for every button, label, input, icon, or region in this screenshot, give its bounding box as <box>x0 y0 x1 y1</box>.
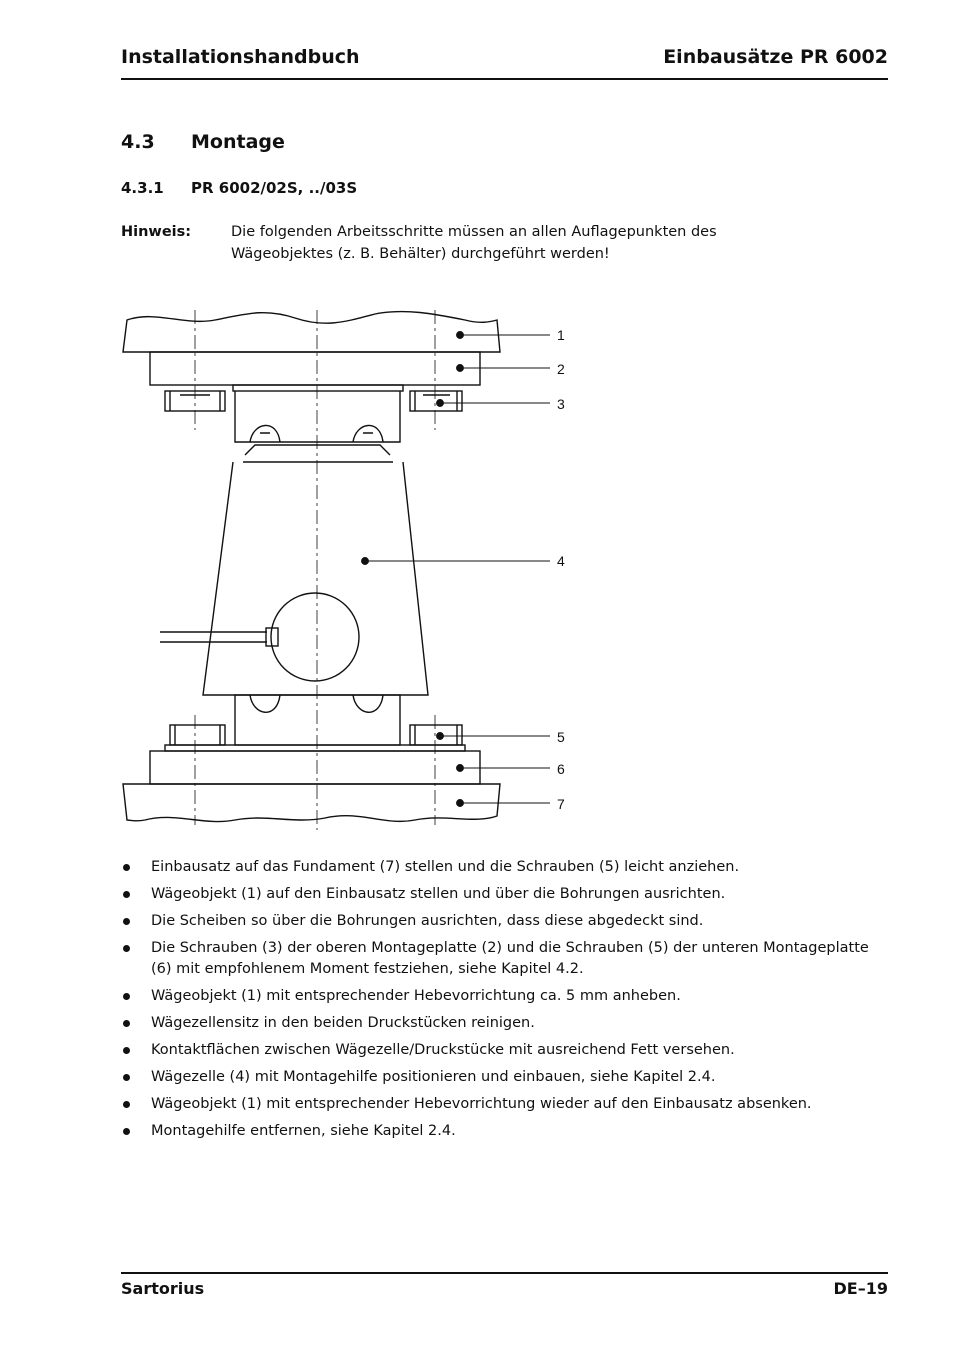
list-item <box>121 1013 888 1034</box>
step-text: Wägezellensitz in den beiden Druckstücken reinigen. <box>151 1015 535 1031</box>
foundation-part <box>123 784 500 822</box>
section-title: Montage <box>191 131 285 153</box>
step-text: Wägeobjekt (1) mit entsprechender Hebevorrichtung ca. 5 mm anheben. <box>151 988 681 1004</box>
upper-right-bolt-part <box>410 391 462 411</box>
step-text: Montagehilfe entfernen, siehe Kapitel 2.4. <box>151 1123 456 1139</box>
page-footer <box>121 1272 888 1298</box>
mounting-kit-drawing <box>115 300 585 835</box>
lower-right-bolt-part <box>410 725 462 745</box>
list-item <box>121 986 888 1007</box>
installation-steps-list <box>121 857 888 1148</box>
mounting-kit-figure <box>115 300 585 835</box>
step-text: Kontaktflächen zwischen Wägezelle/Druckstücke mit ausreichend Fett versehen. <box>151 1042 735 1058</box>
upper-plate-part <box>150 352 480 385</box>
callout-label-6: 6 <box>557 761 565 777</box>
lower-left-bolt-part <box>170 725 225 745</box>
step-text: Die Schrauben (3) der oberen Montageplatte (2) und die Schrauben (5) der unteren Montageplatte (6) mit empfohlenem Moment festziehen, siehe Kapitel 4.2. <box>151 940 869 977</box>
callout-label-2: 2 <box>557 361 565 377</box>
bullet-icon <box>123 891 130 898</box>
bullet-icon <box>123 945 130 952</box>
note-label: Hinweis: <box>121 224 192 240</box>
list-item <box>121 857 888 878</box>
cable-gland-part <box>271 593 359 681</box>
list-item <box>121 1040 888 1061</box>
callout-label-4: 4 <box>557 553 565 569</box>
load-cell-part <box>203 462 428 695</box>
callout-label-5: 5 <box>557 729 565 745</box>
list-item <box>121 938 888 980</box>
step-text: Die Scheiben so über die Bohrungen ausrichten, dass diese abgedeckt sind. <box>151 913 704 929</box>
bullet-icon <box>123 1128 130 1135</box>
lower-plate-part <box>150 751 480 784</box>
bullet-icon <box>123 1047 130 1054</box>
list-item <box>121 884 888 905</box>
subsection-heading <box>121 179 357 197</box>
step-text: Wägeobjekt (1) mit entsprechender Hebevorrichtung wieder auf den Einbausatz absenken. <box>151 1096 812 1112</box>
step-text: Wägeobjekt (1) auf den Einbausatz stellen und über die Bohrungen ausrichten. <box>151 886 726 902</box>
section-number: 4.3 <box>121 131 155 153</box>
list-item <box>121 1121 888 1142</box>
callout-label-1: 1 <box>557 327 565 343</box>
vessel-part <box>123 312 500 352</box>
step-text: Einbausatz auf das Fundament (7) stellen und die Schrauben (5) leicht anziehen. <box>151 859 740 875</box>
subsection-title: PR 6002/02S, ../03S <box>191 179 358 197</box>
header-title-left: Installationshandbuch <box>121 46 360 68</box>
bullet-icon <box>123 1101 130 1108</box>
section-heading <box>121 131 285 153</box>
page-header <box>121 46 888 80</box>
header-title-right: Einbausätze PR 6002 <box>663 46 888 68</box>
bullet-icon <box>123 993 130 1000</box>
footer-company: Sartorius <box>121 1279 205 1298</box>
callout-label-3: 3 <box>557 396 565 412</box>
bullet-icon <box>123 1074 130 1081</box>
bullet-icon <box>123 918 130 925</box>
list-item <box>121 911 888 932</box>
callout-label-7: 7 <box>557 796 565 812</box>
list-item <box>121 1094 888 1115</box>
note-text: Die folgenden Arbeitsschritte müssen an allen Auflagepunkten des Wägeobjektes (z. B. Behälter) durchgeführt werden! <box>231 224 717 262</box>
page-number: DE–19 <box>833 1279 888 1298</box>
note-block <box>121 221 888 265</box>
subsection-number: 4.3.1 <box>121 179 164 197</box>
bullet-icon <box>123 864 130 871</box>
list-item <box>121 1067 888 1088</box>
bullet-icon <box>123 1020 130 1027</box>
step-text: Wägezelle (4) mit Montagehilfe positionieren und einbauen, siehe Kapitel 2.4. <box>151 1069 716 1085</box>
